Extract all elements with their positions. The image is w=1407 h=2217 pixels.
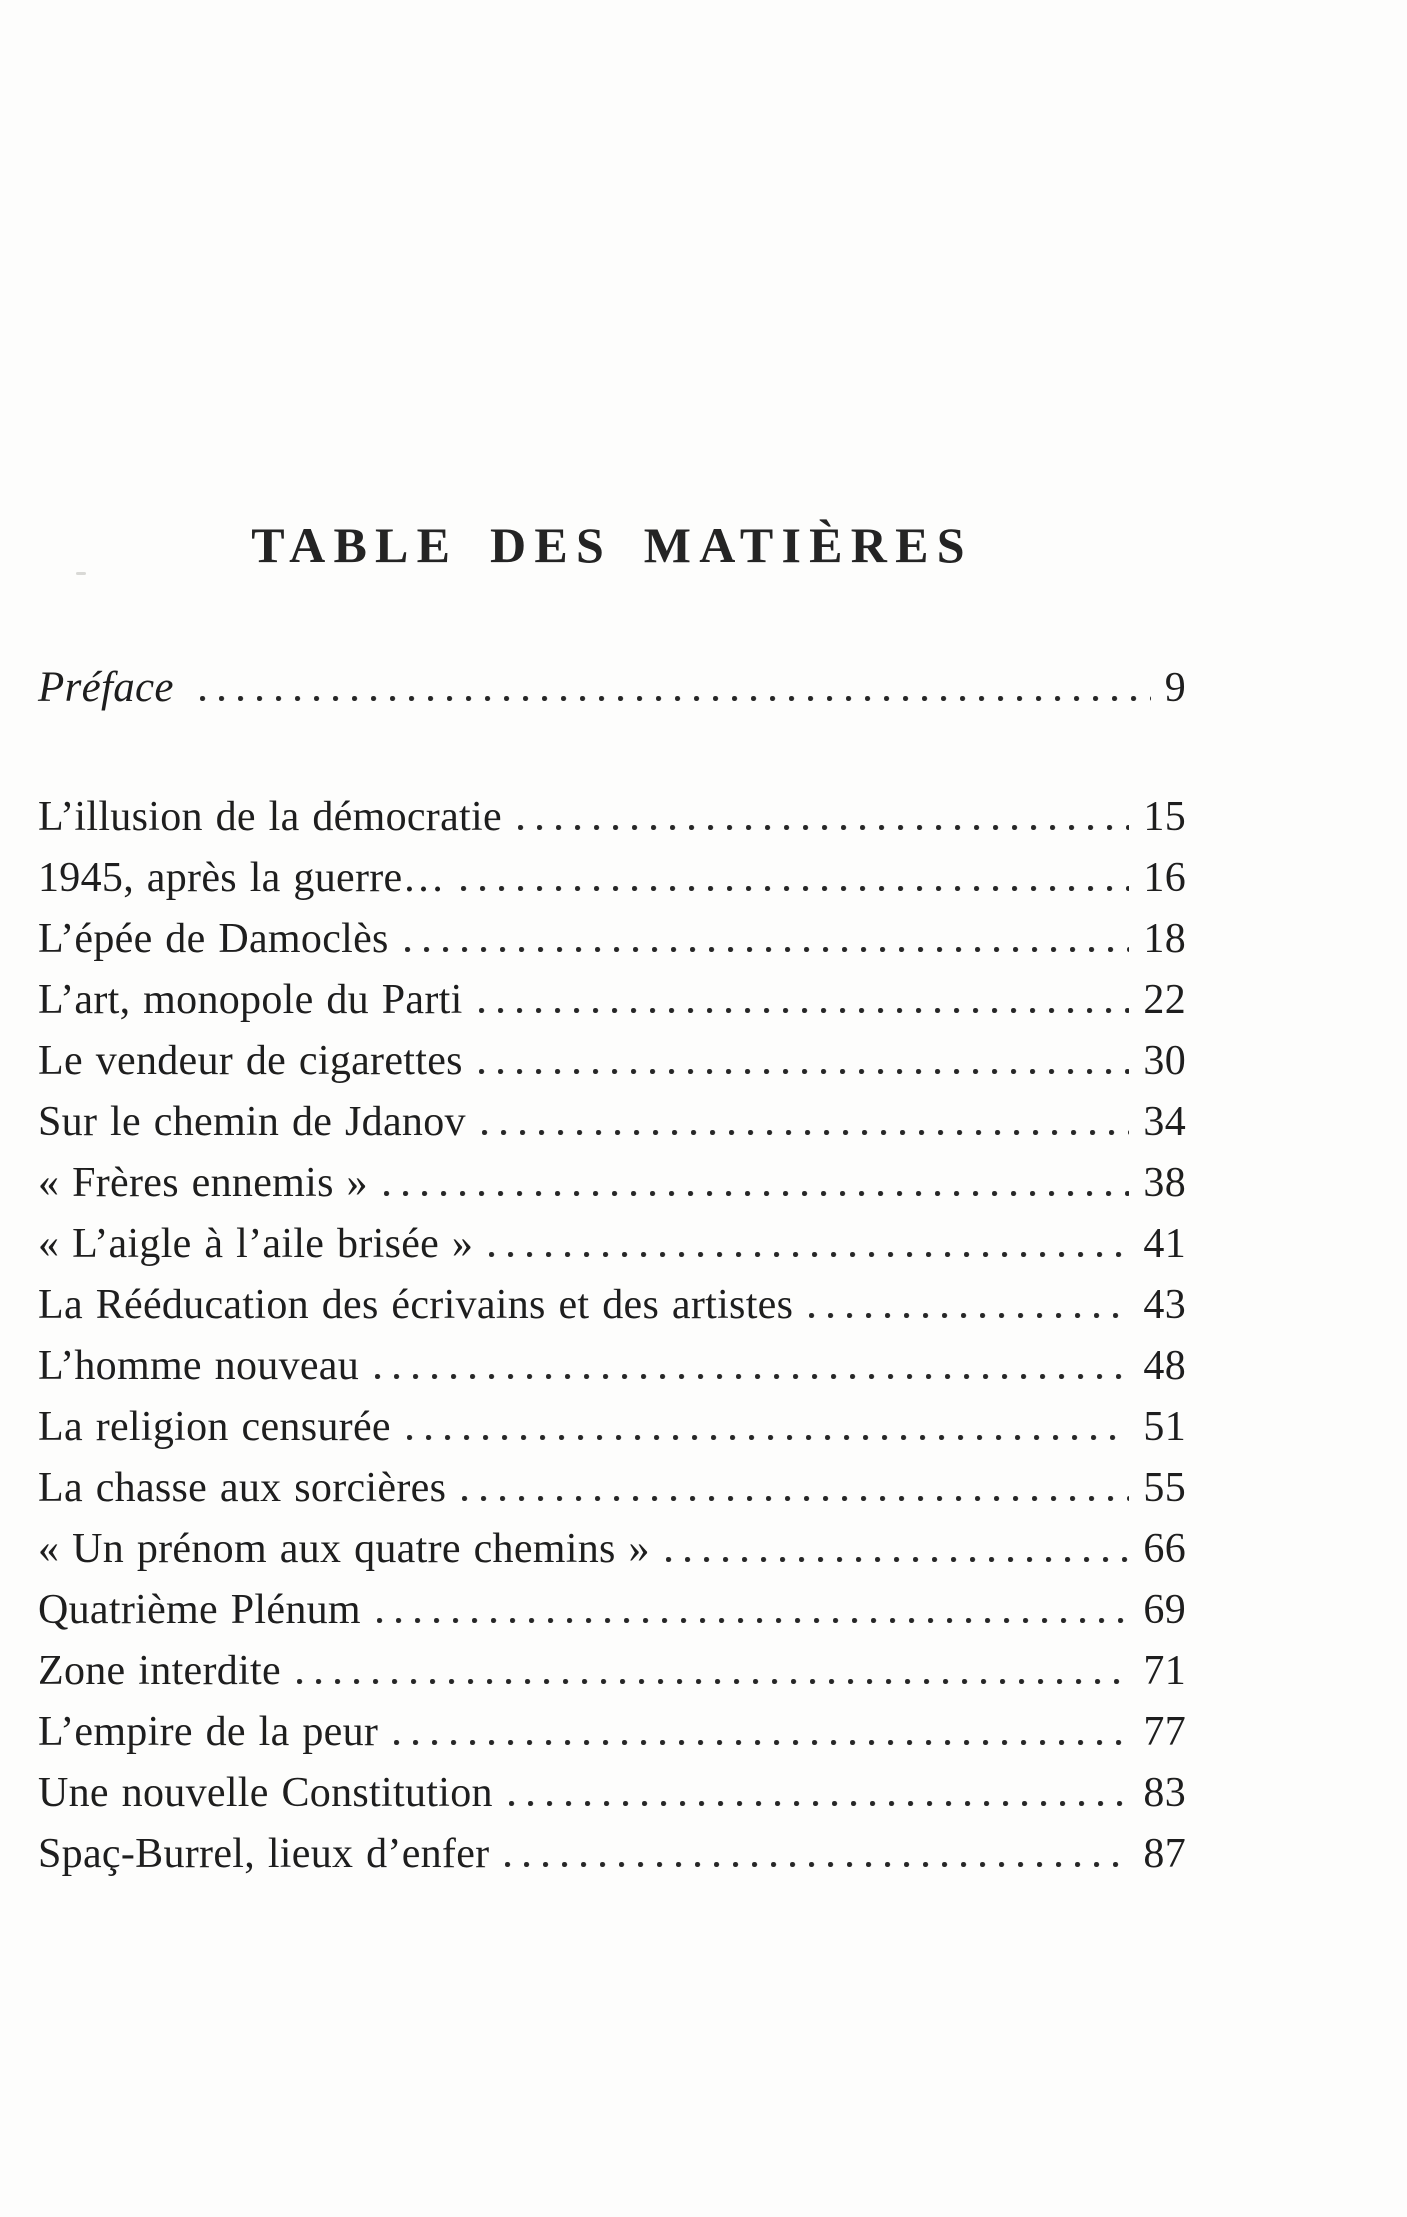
entry-label: Le vendeur de cigarettes (38, 1038, 463, 1084)
entry-label: Quatrième Plénum (38, 1587, 361, 1633)
page-number: 71 (1143, 1648, 1186, 1694)
entry-label: Une nouvelle Constitution (38, 1770, 493, 1816)
dot-leader (489, 1252, 1129, 1257)
dot-leader (375, 1374, 1129, 1379)
dot-leader (462, 1496, 1129, 1501)
toc-entries (38, 793, 1186, 1891)
page-number: 69 (1143, 1587, 1186, 1633)
dot-leader (505, 1862, 1129, 1867)
toc-entry (38, 1708, 1186, 1769)
toc-entry (38, 1159, 1186, 1220)
page-number: 30 (1143, 1038, 1186, 1084)
toc-entry-preface (38, 664, 1186, 725)
dot-leader (405, 947, 1130, 952)
toc-entry (38, 1586, 1186, 1647)
entry-label: Préface (38, 664, 174, 711)
toc-entry (38, 1403, 1186, 1464)
entry-label: Zone interdite (38, 1648, 281, 1694)
dot-leader (407, 1435, 1130, 1440)
toc-entry (38, 1830, 1186, 1891)
scan-artifact (76, 572, 86, 575)
dot-leader (479, 1008, 1130, 1013)
dot-leader (384, 1191, 1130, 1196)
entry-label: « Frères ennemis » (38, 1160, 368, 1206)
entry-label: L’illusion de la démocratie (38, 794, 502, 840)
entry-label: L’empire de la peur (38, 1709, 379, 1755)
page-number: 87 (1143, 1831, 1186, 1877)
page-number: 43 (1143, 1282, 1186, 1328)
toc-entry (38, 1037, 1186, 1098)
toc-entry (38, 1464, 1186, 1525)
toc-entry (38, 854, 1186, 915)
entry-label: La Rééducation des écrivains et des artistes (38, 1282, 794, 1328)
page-number: 38 (1143, 1160, 1186, 1206)
page-number: 66 (1143, 1526, 1186, 1572)
dot-leader (461, 886, 1130, 891)
page-number: 15 (1143, 794, 1186, 840)
dot-leader (509, 1801, 1130, 1806)
dot-leader (518, 825, 1129, 830)
page-number: 18 (1143, 916, 1186, 962)
page-number: 34 (1143, 1099, 1186, 1145)
toc-entry (38, 915, 1186, 976)
page-number: 41 (1143, 1221, 1186, 1267)
toc-entry (38, 976, 1186, 1037)
page-number: 83 (1143, 1770, 1186, 1816)
dot-leader (479, 1069, 1130, 1074)
dot-leader (297, 1679, 1129, 1684)
toc-entry (38, 793, 1186, 854)
entry-label: L’épée de Damoclès (38, 916, 389, 962)
entry-label: L’art, monopole du Parti (38, 977, 463, 1023)
dot-leader (666, 1557, 1130, 1562)
toc-entry (38, 1647, 1186, 1708)
page-number: 55 (1143, 1465, 1186, 1511)
page-number: 16 (1143, 855, 1186, 901)
entry-label: L’homme nouveau (38, 1343, 360, 1389)
page-title: TABLE DES MATIÈRES (251, 516, 973, 573)
page-number: 48 (1143, 1343, 1186, 1389)
dot-leader (482, 1130, 1130, 1135)
dot-leader (809, 1313, 1129, 1318)
toc-entry (38, 1769, 1186, 1830)
page-number: 77 (1143, 1709, 1186, 1755)
toc-entry (38, 1281, 1186, 1342)
dot-leader (394, 1740, 1129, 1745)
page-number: 22 (1143, 977, 1186, 1023)
toc-entry (38, 1342, 1186, 1403)
entry-label: Spaç-Burrel, lieux d’enfer (38, 1831, 490, 1877)
entry-label: La religion censurée (38, 1404, 391, 1450)
entry-label: Sur le chemin de Jdanov (38, 1099, 466, 1145)
toc-entry (38, 1525, 1186, 1586)
entry-label: La chasse aux sorcières (38, 1465, 447, 1511)
toc-entry (38, 1098, 1186, 1159)
entry-label: 1945, après la guerre… (38, 855, 445, 901)
dot-leader (200, 696, 1151, 701)
entry-label: « Un prénom aux quatre chemins » (38, 1526, 650, 1572)
entry-label: « L’aigle à l’aile brisée » (38, 1221, 474, 1267)
toc-entry (38, 1220, 1186, 1281)
page-number: 51 (1143, 1404, 1186, 1450)
page-number: 9 (1164, 665, 1186, 711)
dot-leader (377, 1618, 1130, 1623)
